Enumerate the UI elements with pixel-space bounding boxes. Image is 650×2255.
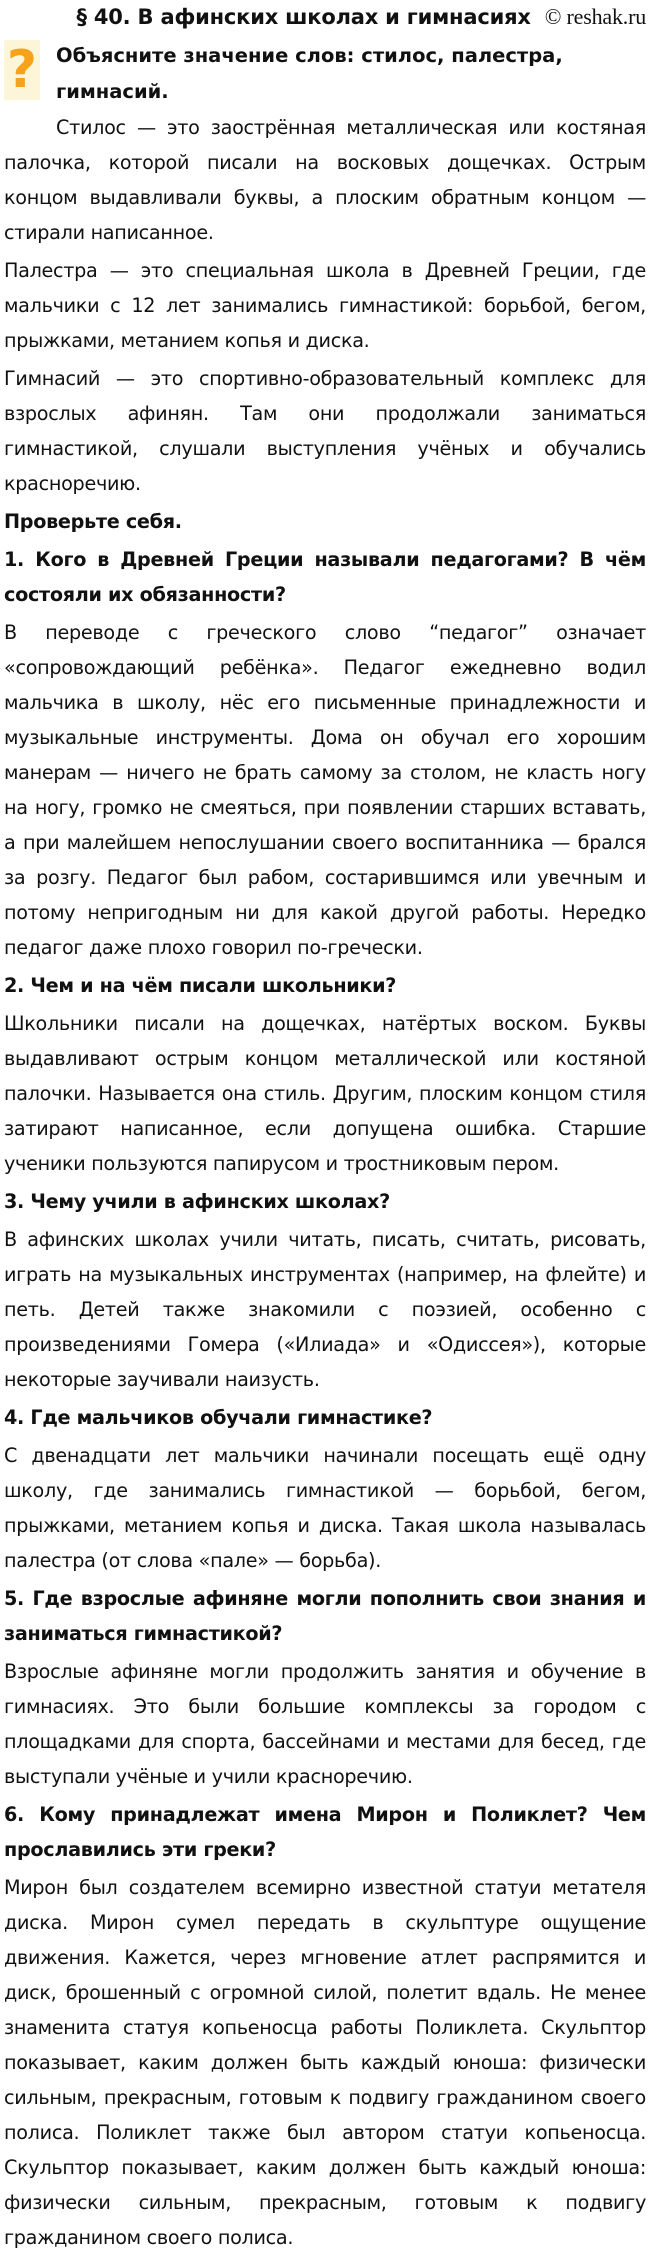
page-header [4,0,646,38]
qa-1 [4,542,646,965]
answer: Школьники писали на дощечках, натёртых воском. Буквы выдавливают острым концом металлической или костяной палочки. Называется она стиль. Другим, плоским концом стиля затирают написанное, если допущена ошибка. Старшие ученики пользуются папирусом и тростниковым пером. [4,1012,646,1175]
question: 2. Чем и на чём писали школьники? [4,974,397,997]
question: 4. Где мальчиков обучали гимнастике? [4,1406,433,1429]
question: 5. Где взрослые афиняне могли пополнить свои знания и заниматься гимнастикой? [4,1587,646,1645]
intro-block [4,38,646,501]
question-mark-icon: ? [4,40,40,100]
section-title: § 40. В афинских школах и гимнасиях [76,5,531,29]
qa-6 [4,1797,646,2255]
question: 6. Кому принадлежат имена Мирон и Поликлет? Чем прославились эти греки? [4,1803,646,1861]
qa-2 [4,968,646,1181]
answer: Взрослые афиняне могли продолжить занятия и обучение в гимнасиях. Это были большие комплексы за городом с площадками для спорта, бассейнами и местами для бесед, где выступали учёные и учили красноречию. [4,1660,646,1788]
definition-stilos: Стилос — это заострённая металлическая или костяная палочка, которой писали на восковых дощечках. Острым концом выдавливали буквы, а плоским обратным концом — стирали написанное. [4,116,646,244]
qa-3 [4,1184,646,1397]
answer: В переводе с греческого слово “педагог” означает «сопровождающий ребёнка». Педагог ежедневно водил мальчика в школу, нёс его письменные принадлежности и музыкальные инструменты. Дома он обучал его хорошим манерам — ничего не брать самому за столом, не класть ногу на ногу, громко не смеяться, при появлении старших вставать, а при малейшем непослушании своего воспитанника — брался за розгу. Педагог был рабом, состарившимся или увечным и потому непригодным ни для какой другой работы. Нередко педагог даже плохо говорил по-гречески. [4,621,646,959]
answer: Мирон был создателем всемирно известной статуи метателя диска. Мирон сумел передать в скульптуре ощущение движения. Кажется, через мгновение атлет распрямится и диск, брошенный с огромной силой, полетит вдаль. Не менее знаменита статуя копьеносца работы Поликлета. Скульптор показывает, каким должен быть каждый юноша: физически сильным, прекрасным, готовым к подвигу гражданином своего полиса. Поликлет также был автором статуи копьеносца. Скульптор показывает, каким должен быть каждый юноша: физически сильным, прекрасным, готовым к подвигу гражданином своего полиса. [4,1876,646,2249]
answer: В афинских школах учили читать, писать, считать, рисовать, играть на музыкальных инструментах (например, на флейте) и петь. Детей также знакомили с поэзией, особенно с произведениями Гомера («Илиада» и «Одиссея»), которые некоторые заучивали наизусть. [4,1228,646,1391]
site-watermark: © reshak.ru [544,4,646,29]
check-yourself-heading: Проверьте себя. [4,510,182,533]
qa-4 [4,1400,646,1578]
answer: С двенадцати лет мальчики начинали посещать ещё одну школу, где занимались гимнастикой — борьбой, бегом, прыжками, метанием копья и диска. Такая школа называлась палестра (от слова «пале» — борьба). [4,1444,646,1572]
question: 1. Кого в Древней Греции называли педагогами? В чём состояли их обязанности? [4,548,646,606]
definition-gymnasium: Гимнасий — это спортивно-образовательный комплекс для взрослых афинян. Там они продолжали заниматься гимнастикой, слушали выступления учёных и обучались красноречию. [4,367,646,495]
question: 3. Чему учили в афинских школах? [4,1190,390,1213]
qa-5 [4,1581,646,1794]
definition-palestra: Палестра — это специальная школа в Древней Греции, где мальчики с 12 лет занимались гимнастикой: борьбой, бегом, прыжками, метанием копья и диска. [4,259,646,352]
intro-question: Объясните значение слов: стилос, палестра, гимнасий. [56,44,563,103]
